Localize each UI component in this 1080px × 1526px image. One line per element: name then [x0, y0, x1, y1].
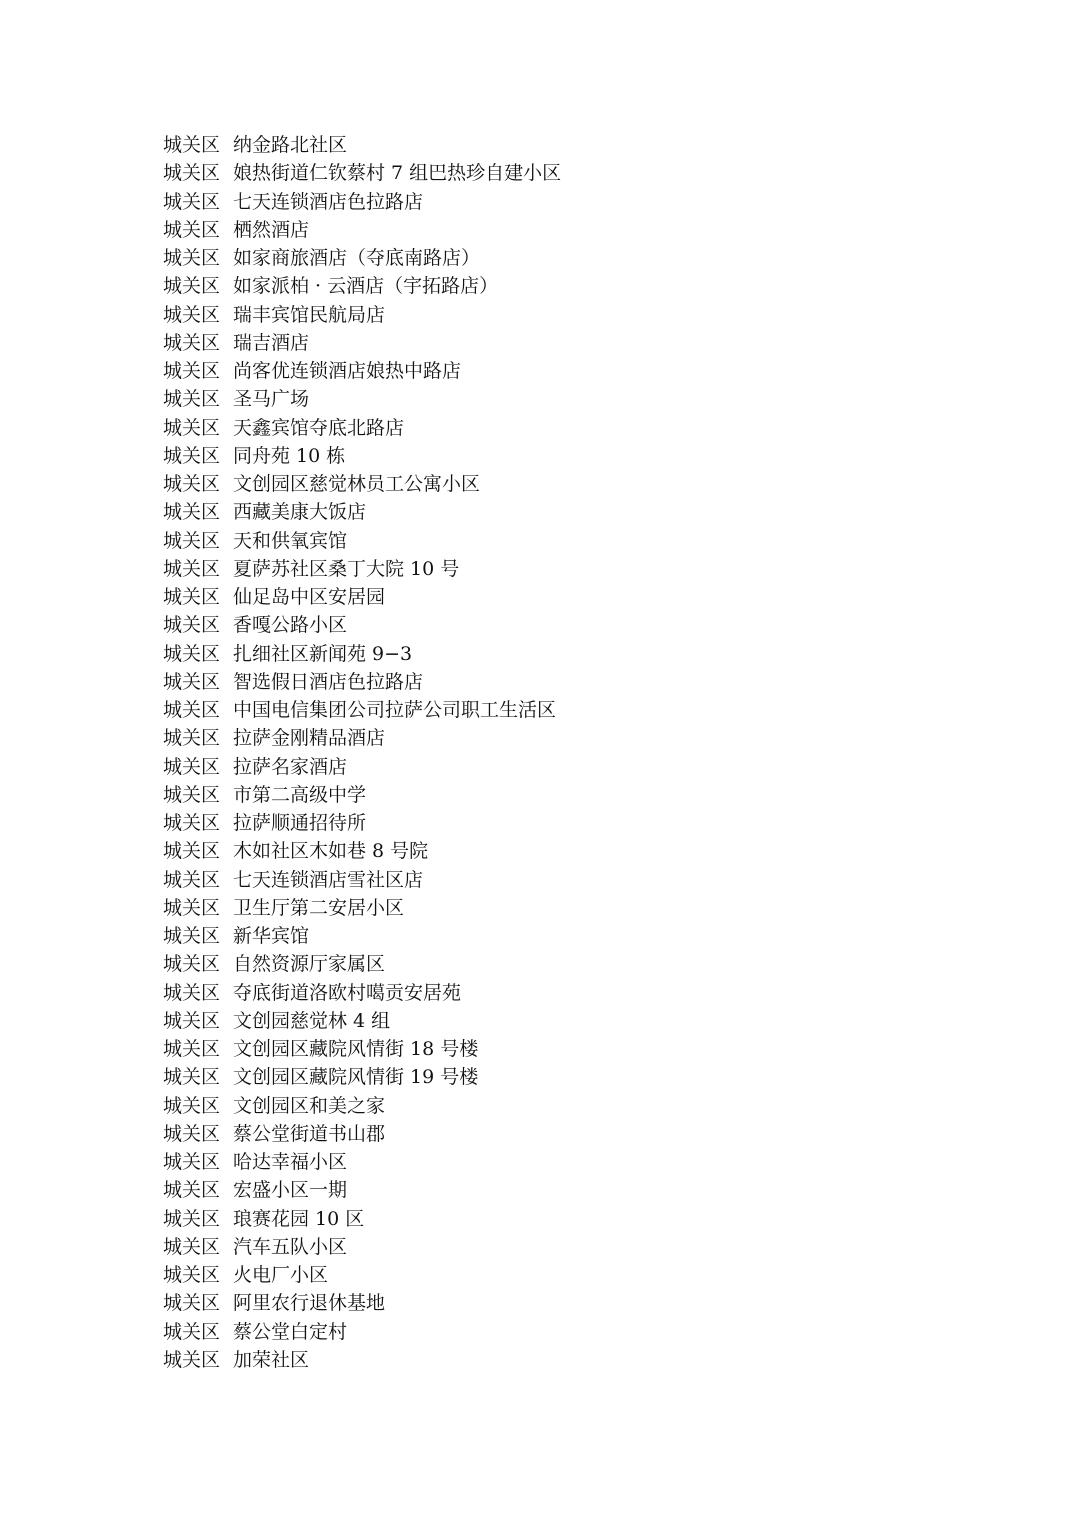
list-item — [163, 583, 561, 611]
place-name: 文创园区和美之家 — [233, 1094, 386, 1117]
district-label: 城关区 — [163, 812, 221, 834]
district-label: 城关区 — [163, 134, 221, 156]
district-label: 城关区 — [163, 586, 221, 608]
district-label: 城关区 — [163, 727, 221, 750]
list-item — [163, 216, 561, 244]
list-item — [163, 329, 561, 357]
place-name: 火电厂小区 — [233, 1264, 329, 1286]
list-item — [163, 894, 561, 922]
place-name: 香嘎公路小区 — [233, 614, 348, 637]
list-item — [163, 668, 561, 696]
list-item — [163, 527, 561, 555]
district-label: 城关区 — [163, 473, 221, 495]
place-name: 仙足岛中区安居园 — [233, 586, 386, 608]
list-item — [163, 188, 561, 216]
list-item — [163, 950, 561, 978]
district-label: 城关区 — [163, 755, 221, 778]
place-name: 娘热街道仁钦蔡村 7 组巴热珍自建小区 — [233, 162, 562, 185]
place-name: 中国电信集团公司拉萨公司职工生活区 — [233, 699, 557, 721]
list-item — [163, 1063, 561, 1091]
district-label: 城关区 — [163, 416, 221, 439]
list-item — [163, 781, 561, 809]
place-name: 新华宾馆 — [233, 925, 310, 947]
district-label: 城关区 — [163, 981, 221, 1004]
list-item — [163, 1261, 561, 1289]
place-name: 拉萨顺通招待所 — [233, 812, 367, 834]
place-name: 木如社区木如巷 8 号院 — [233, 840, 429, 863]
list-item — [163, 470, 561, 498]
place-name: 尚客优连锁酒店娘热中路店 — [233, 360, 462, 382]
list-item — [163, 1233, 561, 1261]
place-name: 自然资源厅家属区 — [233, 953, 386, 976]
district-label: 城关区 — [163, 670, 221, 693]
list-item — [163, 301, 561, 329]
place-name: 琅赛花园 10 区 — [233, 1207, 365, 1230]
district-label: 城关区 — [163, 614, 221, 637]
list-item — [163, 1318, 561, 1346]
list-item — [163, 753, 561, 781]
list-item — [163, 1176, 561, 1204]
list-item — [163, 1035, 561, 1063]
list-item — [163, 159, 561, 187]
district-label: 城关区 — [163, 1122, 221, 1145]
district-label: 城关区 — [163, 1179, 221, 1202]
place-name: 如家派柏 · 云酒店（宇拓路店） — [233, 275, 499, 298]
district-label: 城关区 — [163, 388, 221, 411]
district-label: 城关区 — [163, 1264, 221, 1286]
place-name: 阿里农行退休基地 — [233, 1292, 386, 1315]
list-item — [163, 1289, 561, 1317]
district-label: 城关区 — [163, 1235, 221, 1258]
place-name: 七天连锁酒店色拉路店 — [233, 190, 424, 213]
district-label: 城关区 — [163, 1066, 221, 1089]
district-label: 城关区 — [163, 840, 221, 863]
list-item — [163, 724, 561, 752]
list-item — [163, 809, 561, 837]
list-item — [163, 498, 561, 526]
district-label: 城关区 — [163, 699, 221, 721]
district-label: 城关区 — [163, 275, 221, 298]
place-name: 同舟苑 10 栋 — [233, 444, 346, 467]
place-name: 文创园慈觉林 4 组 — [233, 1009, 391, 1032]
district-label: 城关区 — [163, 529, 221, 552]
list-item — [163, 640, 561, 668]
district-label: 城关区 — [163, 1348, 221, 1371]
district-label: 城关区 — [163, 1292, 221, 1315]
list-item — [163, 696, 561, 724]
district-label: 城关区 — [163, 360, 221, 382]
place-name: 栖然酒店 — [233, 218, 310, 241]
place-name: 蔡公堂街道书山郡 — [233, 1122, 386, 1145]
list-item — [163, 979, 561, 1007]
district-label: 城关区 — [163, 868, 221, 891]
list-item — [163, 837, 561, 865]
list-item — [163, 555, 561, 583]
place-name: 夏萨苏社区桑丁大院 10 号 — [233, 557, 460, 580]
district-label: 城关区 — [163, 557, 221, 580]
district-label: 城关区 — [163, 642, 221, 665]
place-name: 拉萨金刚精品酒店 — [233, 727, 386, 750]
list-item — [163, 611, 561, 639]
district-label: 城关区 — [163, 783, 221, 806]
list-item — [163, 357, 561, 385]
list-item — [163, 1120, 561, 1148]
place-name: 宏盛小区一期 — [233, 1179, 348, 1202]
place-name: 汽车五队小区 — [233, 1235, 348, 1258]
list-item — [163, 1205, 561, 1233]
district-label: 城关区 — [163, 1094, 221, 1117]
list-item — [163, 272, 561, 300]
district-label: 城关区 — [163, 896, 221, 919]
place-name: 文创园区慈觉林员工公寓小区 — [233, 473, 481, 495]
place-name: 如家商旅酒店（夺底南路店） — [233, 247, 481, 269]
district-label: 城关区 — [163, 162, 221, 185]
place-name: 扎细社区新闻苑 9−3 — [233, 642, 413, 665]
place-name: 七天连锁酒店雪社区店 — [233, 868, 424, 891]
place-name: 蔡公堂白定村 — [233, 1320, 348, 1343]
district-label: 城关区 — [163, 501, 221, 524]
list-item — [163, 922, 561, 950]
district-label: 城关区 — [163, 953, 221, 976]
list-item — [163, 244, 561, 272]
district-label: 城关区 — [163, 1009, 221, 1032]
list-item — [163, 866, 561, 894]
place-name: 智选假日酒店色拉路店 — [233, 670, 424, 693]
list-item — [163, 1346, 561, 1374]
place-name: 纳金路北社区 — [233, 134, 348, 156]
place-name: 天鑫宾馆夺底北路店 — [233, 416, 405, 439]
district-label: 城关区 — [163, 925, 221, 947]
district-label: 城关区 — [163, 1151, 221, 1173]
district-label: 城关区 — [163, 303, 221, 326]
place-name: 瑞丰宾馆民航局店 — [233, 303, 386, 326]
place-name: 文创园区藏院风情街 18 号楼 — [233, 1038, 479, 1060]
place-name: 夺底街道洛欧村噶贡安居苑 — [233, 981, 462, 1004]
place-name: 加荣社区 — [233, 1348, 310, 1371]
list-item — [163, 131, 561, 159]
list-item — [163, 1092, 561, 1120]
district-label: 城关区 — [163, 444, 221, 467]
place-name: 圣马广场 — [233, 388, 310, 411]
list-item — [163, 1148, 561, 1176]
place-name: 天和供氧宾馆 — [233, 529, 348, 552]
place-name: 文创园区藏院风情街 19 号楼 — [233, 1066, 479, 1089]
district-label: 城关区 — [163, 247, 221, 269]
list-item — [163, 1007, 561, 1035]
list-item — [163, 414, 561, 442]
list-item — [163, 385, 561, 413]
place-name: 市第二高级中学 — [233, 783, 367, 806]
district-label: 城关区 — [163, 1038, 221, 1060]
place-name: 哈达幸福小区 — [233, 1151, 348, 1173]
district-label: 城关区 — [163, 1320, 221, 1343]
district-label: 城关区 — [163, 1207, 221, 1230]
district-label: 城关区 — [163, 331, 221, 354]
place-name: 瑞吉酒店 — [233, 331, 310, 354]
place-name: 拉萨名家酒店 — [233, 755, 348, 778]
place-name: 卫生厅第二安居小区 — [233, 896, 405, 919]
place-name: 西藏美康大饭店 — [233, 501, 367, 524]
location-list — [163, 131, 561, 1374]
district-label: 城关区 — [163, 190, 221, 213]
list-item — [163, 442, 561, 470]
district-label: 城关区 — [163, 218, 221, 241]
